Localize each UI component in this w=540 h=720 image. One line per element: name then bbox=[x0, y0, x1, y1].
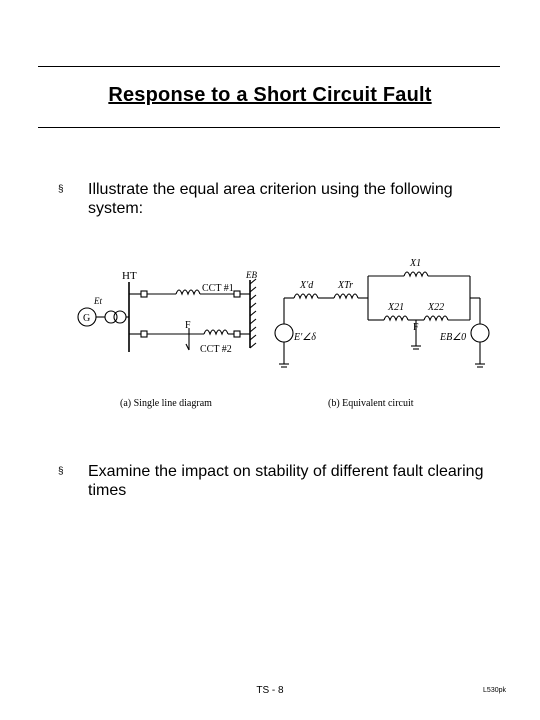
cct2-label: CCT #2 bbox=[200, 344, 232, 355]
cct1-label: CCT #1 bbox=[202, 283, 234, 294]
equivalent-caption: (b) Equivalent circuit bbox=[328, 398, 414, 409]
equivalent-labels bbox=[293, 258, 466, 409]
bullet-marker-1: § bbox=[58, 184, 64, 195]
fault-label-equivalent: F bbox=[413, 322, 419, 333]
xtr-label: XTr bbox=[338, 280, 354, 291]
slide-title: Response to a Short Circuit Fault bbox=[108, 84, 432, 106]
eprime-label: E'∠δ bbox=[294, 332, 316, 343]
bullet-marker-2: § bbox=[58, 466, 64, 477]
x21-label: X21 bbox=[388, 302, 405, 313]
eb-source-label: EB∠0 bbox=[440, 332, 467, 343]
bullet-text-2: Examine the impact on stability of different fault clearing times bbox=[88, 463, 484, 499]
bullet-text-1: Illustrate the equal area criterion using the following system: bbox=[88, 181, 453, 217]
generator-label: G bbox=[83, 313, 91, 324]
xd-label: X'd bbox=[300, 280, 314, 291]
left-source-symbol bbox=[275, 324, 293, 342]
right-source-symbol bbox=[471, 324, 489, 342]
x22-label: X22 bbox=[428, 302, 445, 313]
single-line-labels bbox=[83, 270, 257, 409]
slide-number: TS - 8 bbox=[256, 685, 284, 696]
ht-label: HT bbox=[122, 270, 137, 282]
footer-code: L530pk bbox=[483, 687, 506, 694]
eb-label: EB bbox=[246, 270, 257, 280]
fault-label: F bbox=[185, 320, 191, 331]
x1-label: X1 bbox=[410, 258, 422, 269]
single-line-caption: (a) Single line diagram bbox=[120, 398, 212, 409]
et-label: Et bbox=[94, 296, 102, 306]
